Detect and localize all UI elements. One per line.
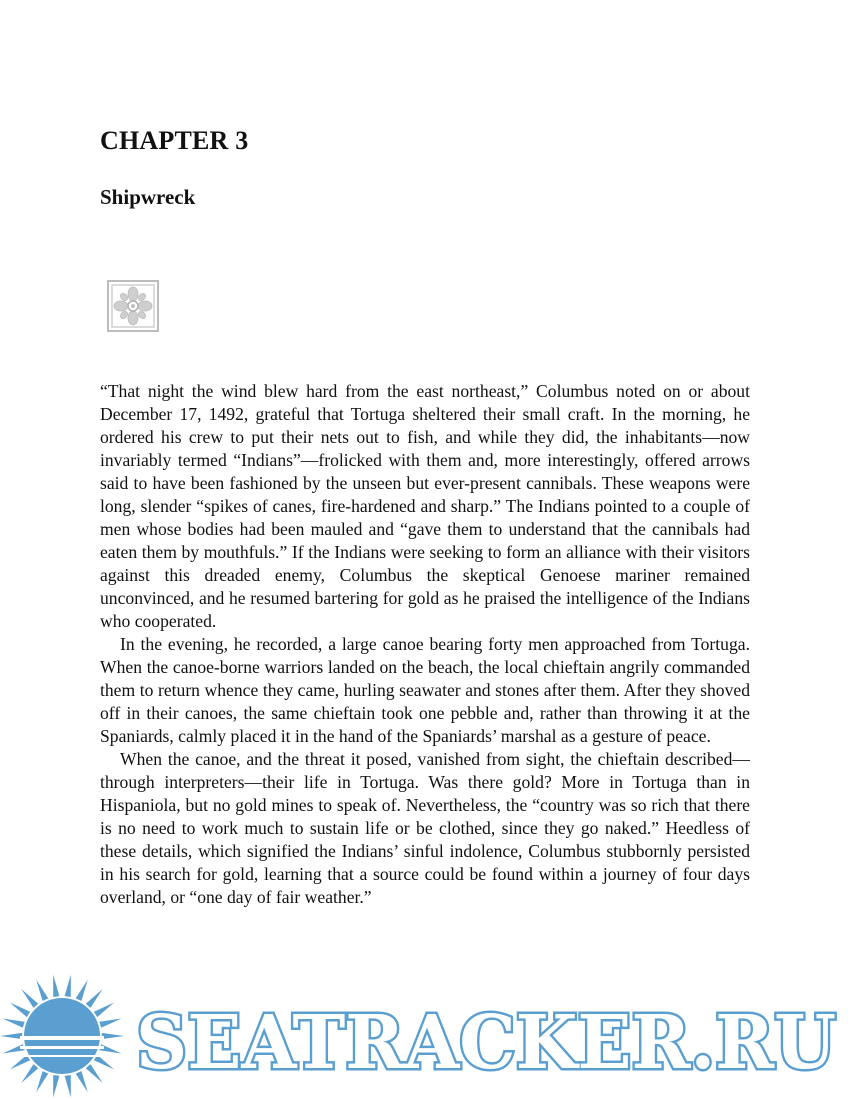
paragraph-1: “That night the wind blew hard from the east northeast,” Columbus noted on or about December 17, 1492, grateful that Tortuga sheltered their small craft. In the morning, he ordered his crew to put their nets out to fish, and while they did, the inhabitants—now invariably termed “Indians”—frolicked with them and, more interestingly, offered arrows said to have been fashioned by the unseen but ever-present cannibals. These weapons were long, slender “spikes of canes, fire-hardened and sharp.” The Indians pointed to a couple of men whose bodies had been mauled and “gave them to understand that the cannibals had eaten them by mouthfuls.” If the Indians were seeking to form an alliance with their visitors against this dreaded enemy, Columbus the skeptical Genoese mariner remained unconvinced, and he resumed bartering for gold as he praised the intelligence of the Indians who cooperated. — [100, 381, 750, 631]
sun-ray — [86, 989, 103, 1008]
sun-ray — [99, 1019, 121, 1028]
sun-ray — [36, 1071, 48, 1092]
sun-logo-icon — [0, 975, 124, 1098]
sun-ray — [65, 1075, 71, 1097]
paragraph-2: In the evening, he recorded, a large canoe bearing forty men approached from Tortuga. When the canoe-borne warriors landed on the beach, the local chieftain angrily commanded them to return whence they came, hurling seawater and stones after them. After they shoved off in their canoes, the same chieftain took one pebble and, rather than throwing it at the Spaniards, calmly placed it in the hand of the Spaniards’ marshal as a gesture of peace. — [100, 634, 750, 746]
sun-ray — [76, 980, 88, 1001]
chapter-subtitle: Shipwreck — [100, 185, 196, 209]
sun-ray — [10, 1002, 30, 1017]
watermark-banner — [0, 968, 850, 1100]
sun-ray — [10, 1055, 30, 1070]
watermark-text: SEATRACKER.RU — [136, 1000, 836, 1086]
sun-ray — [21, 1064, 38, 1083]
chapter-body — [100, 380, 750, 909]
sun-ray — [86, 1064, 103, 1083]
sun-ray — [94, 1055, 114, 1070]
sun-ray — [94, 1002, 114, 1017]
sun-ray — [53, 975, 59, 997]
sun-ray — [36, 980, 48, 1001]
sun-ray — [76, 1071, 88, 1092]
sun-ray — [102, 1033, 124, 1039]
sun-ray — [65, 975, 71, 997]
decorative-tile-icon — [107, 280, 159, 332]
sun-ray — [0, 1033, 22, 1039]
chapter-title: CHAPTER 3 — [100, 126, 249, 155]
sun-ray — [53, 1075, 59, 1097]
sun-ray — [3, 1019, 25, 1028]
paragraph-3: When the canoe, and the threat it posed, vanished from sight, the chieftain described—through interpreters—their life in Tortuga. Was there gold? More in Tortuga than in Hispaniola, but no gold mines to speak of. Nevertheless, the “country was so rich that there is no need to work much to sustain life or be clothed, since they go naked.” Heedless of these details, which signified the Indians’ sinful indolence, Columbus stubbornly persisted in his search for gold, learning that a source could be found within a journey of four days overland, or “one day of fair weather.” — [100, 749, 750, 907]
sun-ray — [21, 989, 38, 1008]
